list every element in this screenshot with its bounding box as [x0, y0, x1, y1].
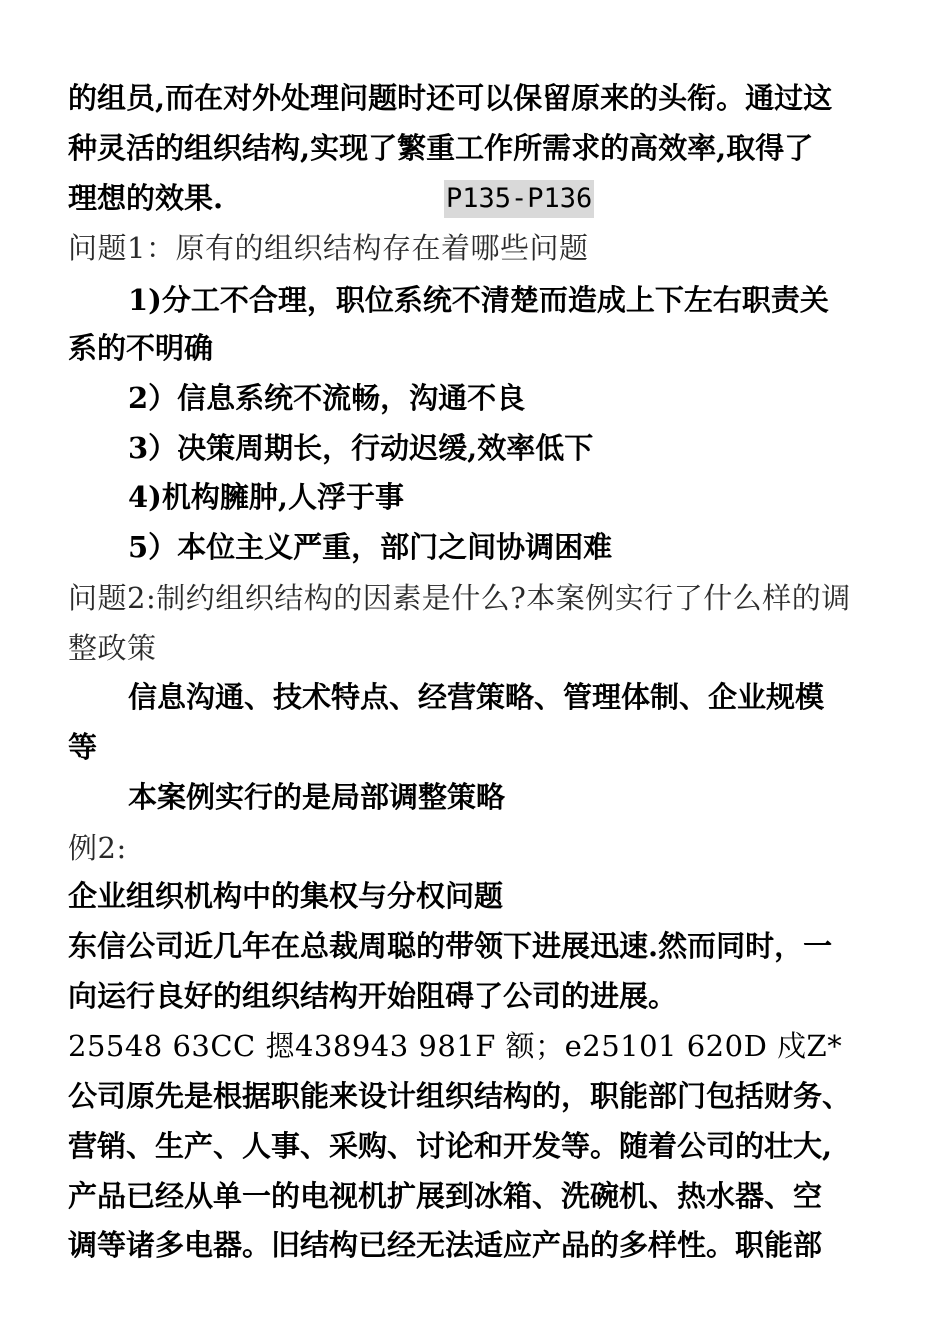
list-item: 5）本位主义严重，部门之间协调困难	[128, 530, 613, 564]
garbled-code-line: 25548 63CC 摁438943 981F 额；e25101 620D 戍Z*	[68, 1029, 843, 1063]
page-reference: P135-P136	[444, 180, 594, 218]
text-line: 等	[68, 730, 98, 764]
text-line: 系的不明确	[68, 331, 214, 365]
list-item: 2）信息系统不流畅，沟通不良	[128, 381, 526, 415]
answer-line: 信息沟通、技术特点、经营策略、管理体制、企业规模	[128, 680, 825, 714]
text-line: 向运行良好的组织结构开始阻碍了公司的进展。	[68, 979, 678, 1013]
text-line: 产品已经从单一的电视机扩展到冰箱、洗碗机、热水器、空	[68, 1179, 823, 1213]
list-item: 3）决策周期长，行动迟缓,效率低下	[128, 431, 594, 465]
question-heading: 整政策	[68, 631, 157, 665]
case-title: 企业组织机构中的集权与分权问题	[68, 879, 504, 913]
text-line: 种灵活的组织结构,实现了繁重工作所需求的高效率,取得了	[68, 131, 814, 165]
example-heading: 例2:	[68, 831, 127, 865]
text-line: 理想的效果.	[68, 181, 224, 215]
question-heading: 问题1：原有的组织结构存在着哪些问题	[68, 231, 589, 265]
text-line: 营销、生产、人事、采购、讨论和开发等。随着公司的壮大,	[68, 1129, 833, 1163]
text-line: 调等诸多电器。旧结构已经无法适应产品的多样性。职能部	[68, 1228, 823, 1262]
text-line: 的组员,而在对外处理问题时还可以保留原来的头衔。通过这	[68, 81, 833, 115]
list-item: 4)机构臃肿,人浮于事	[128, 480, 404, 514]
list-item: 1)分工不合理，职位系统不清楚而造成上下左右职责关	[128, 283, 829, 317]
answer-line: 本案例实行的是局部调整策略	[128, 780, 506, 814]
question-heading: 问题2:制约组织结构的因素是什么?本案例实行了什么样的调	[68, 581, 851, 615]
text-line: 东信公司近几年在总裁周聪的带领下进展迅速.然而同时，一	[68, 929, 833, 963]
text-line: 公司原先是根据职能来设计组织结构的，职能部门包括财务、	[68, 1079, 852, 1113]
